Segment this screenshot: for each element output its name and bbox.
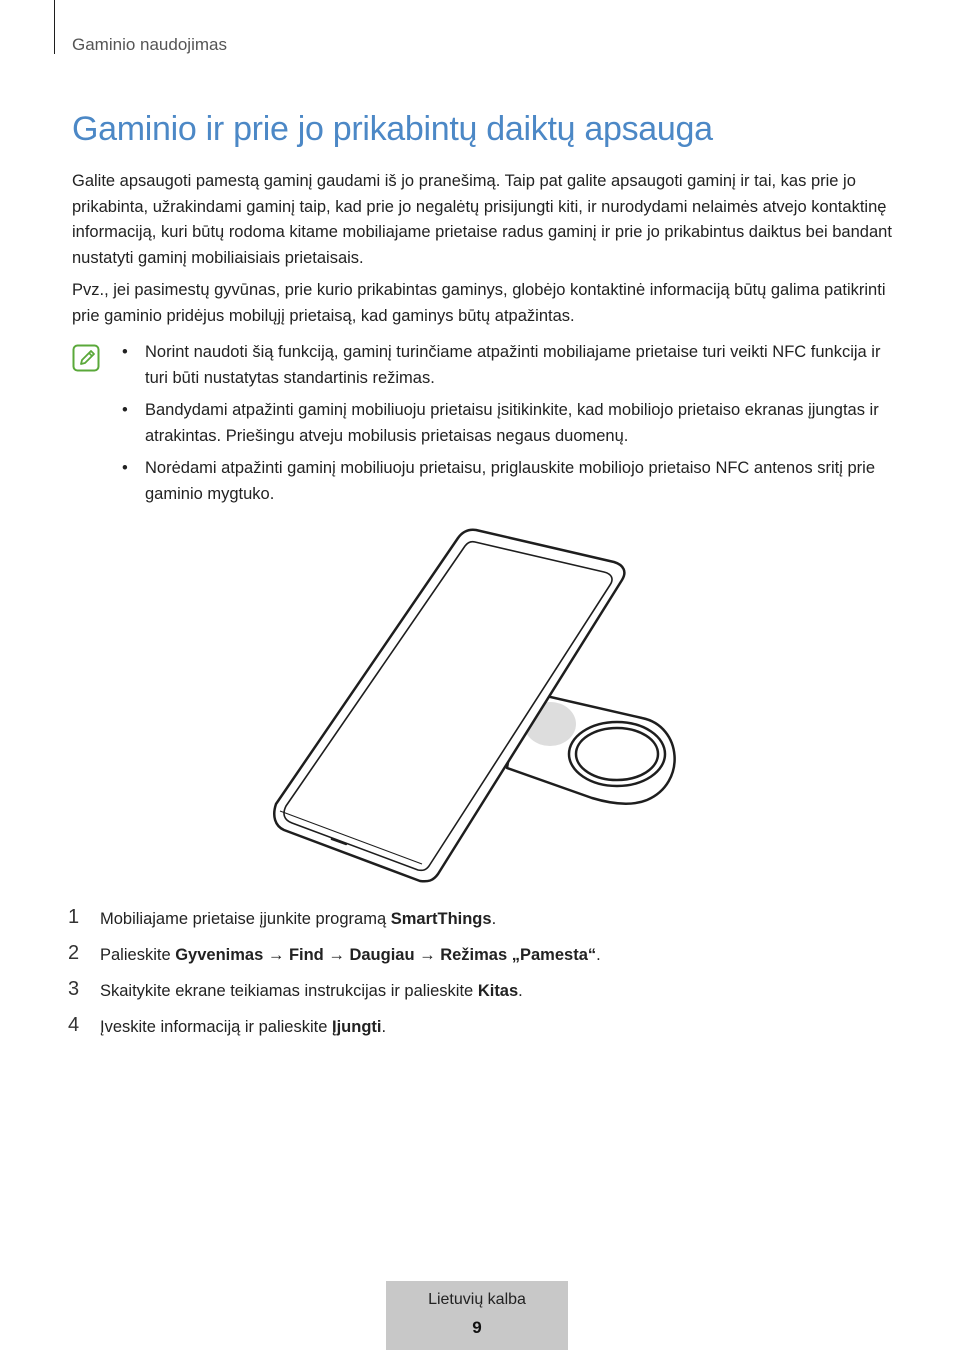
note-item-text: Norint naudoti šią funkciją, gaminį turinčiame atpažinti mobiliajame prietaise turi veikti NFC funkcija ir turi būti nustatytas standartinis režimas. — [145, 343, 881, 387]
button-label: Kitas — [477, 982, 519, 1000]
step-number: 1 — [68, 906, 80, 928]
step-item — [68, 979, 888, 1004]
page-title: Gaminio ir prie jo prikabintų daiktų apsauga — [72, 110, 713, 148]
step-item — [68, 943, 888, 968]
note-list — [120, 340, 890, 514]
bullet-dot: • — [122, 459, 128, 477]
page-footer — [386, 1281, 568, 1350]
step-text: Palieskite Gyvenimas → Find → Daugiau → Režimas „Pamesta“. — [100, 946, 601, 964]
steps-list — [68, 907, 888, 1051]
menu-label: Daugiau — [349, 946, 415, 964]
step-number: 4 — [68, 1014, 80, 1036]
step-text: Mobiliajame prietaise įjunkite programą SmartThings. — [100, 910, 497, 928]
footer-language: Lietuvių kalba — [428, 1291, 526, 1308]
step-text: Įveskite informaciją ir palieskite Įjungti. — [100, 1018, 387, 1036]
step-number: 3 — [68, 978, 80, 1000]
menu-label: Gyvenimas — [175, 946, 264, 964]
step-text: Skaitykite ekrane teikiamas instrukcijas ir palieskite Kitas. — [100, 982, 523, 1000]
note-item-text: Norėdami atpažinti gaminį mobiliuoju prietaisu, priglauskite mobiliojo prietaiso NFC antenos sritį prie gaminio mygtuko. — [145, 459, 875, 503]
app-name: SmartThings — [390, 910, 492, 928]
intro-paragraph: Galite apsaugoti pamestą gaminį gaudami iš jo pranešimą. Taip pat galite apsaugoti gaminį ir tai, kas prie jo prikabinta, užrakindami gaminį taip, kad prie jo negalėtų prisijungti kiti, ir nurodydami nelaimės atvejo kontaktinę informaciją, kuri būtų rodoma kitame mobiliajame prietaise radus gaminį ir prie jo prikabintus daiktus bei bandant nustatyti gaminį mobiliaisiais prietaisais. — [72, 172, 892, 267]
header-rule — [54, 0, 55, 54]
note-item-text: Bandydami atpažinti gaminį mobiliuoju prietaisu įsitikinkite, kad mobiliojo prietaiso ekranas įjungtas ir atrakintas. Priešingu atveju mobilusis prietaisas negaus duomenų. — [145, 401, 879, 445]
note-item — [120, 340, 890, 391]
section-header: Gaminio naudojimas — [72, 35, 227, 54]
menu-label: Find — [288, 946, 324, 964]
note-item — [120, 456, 890, 507]
step-item — [68, 907, 888, 932]
bullet-dot: • — [122, 401, 128, 419]
page-number: 9 — [472, 1318, 482, 1337]
step-item — [68, 1015, 888, 1040]
button-label: Įjungti — [332, 1018, 382, 1036]
step-number: 2 — [68, 942, 80, 964]
note-pencil-icon — [72, 344, 100, 372]
note-item — [120, 398, 890, 449]
example-paragraph: Pvz., jei pasimestų gyvūnas, prie kurio prikabintas gaminys, globėjo kontaktinė informaciją būtų galima patikrinti prie gaminio pridėjus mobilųjį prietaisą, kad gaminys būtų atpažintas. — [72, 281, 886, 325]
menu-label: Režimas „Pamesta“ — [440, 946, 597, 964]
bullet-dot: • — [122, 343, 128, 361]
phone-on-tag-illustration — [262, 528, 692, 888]
